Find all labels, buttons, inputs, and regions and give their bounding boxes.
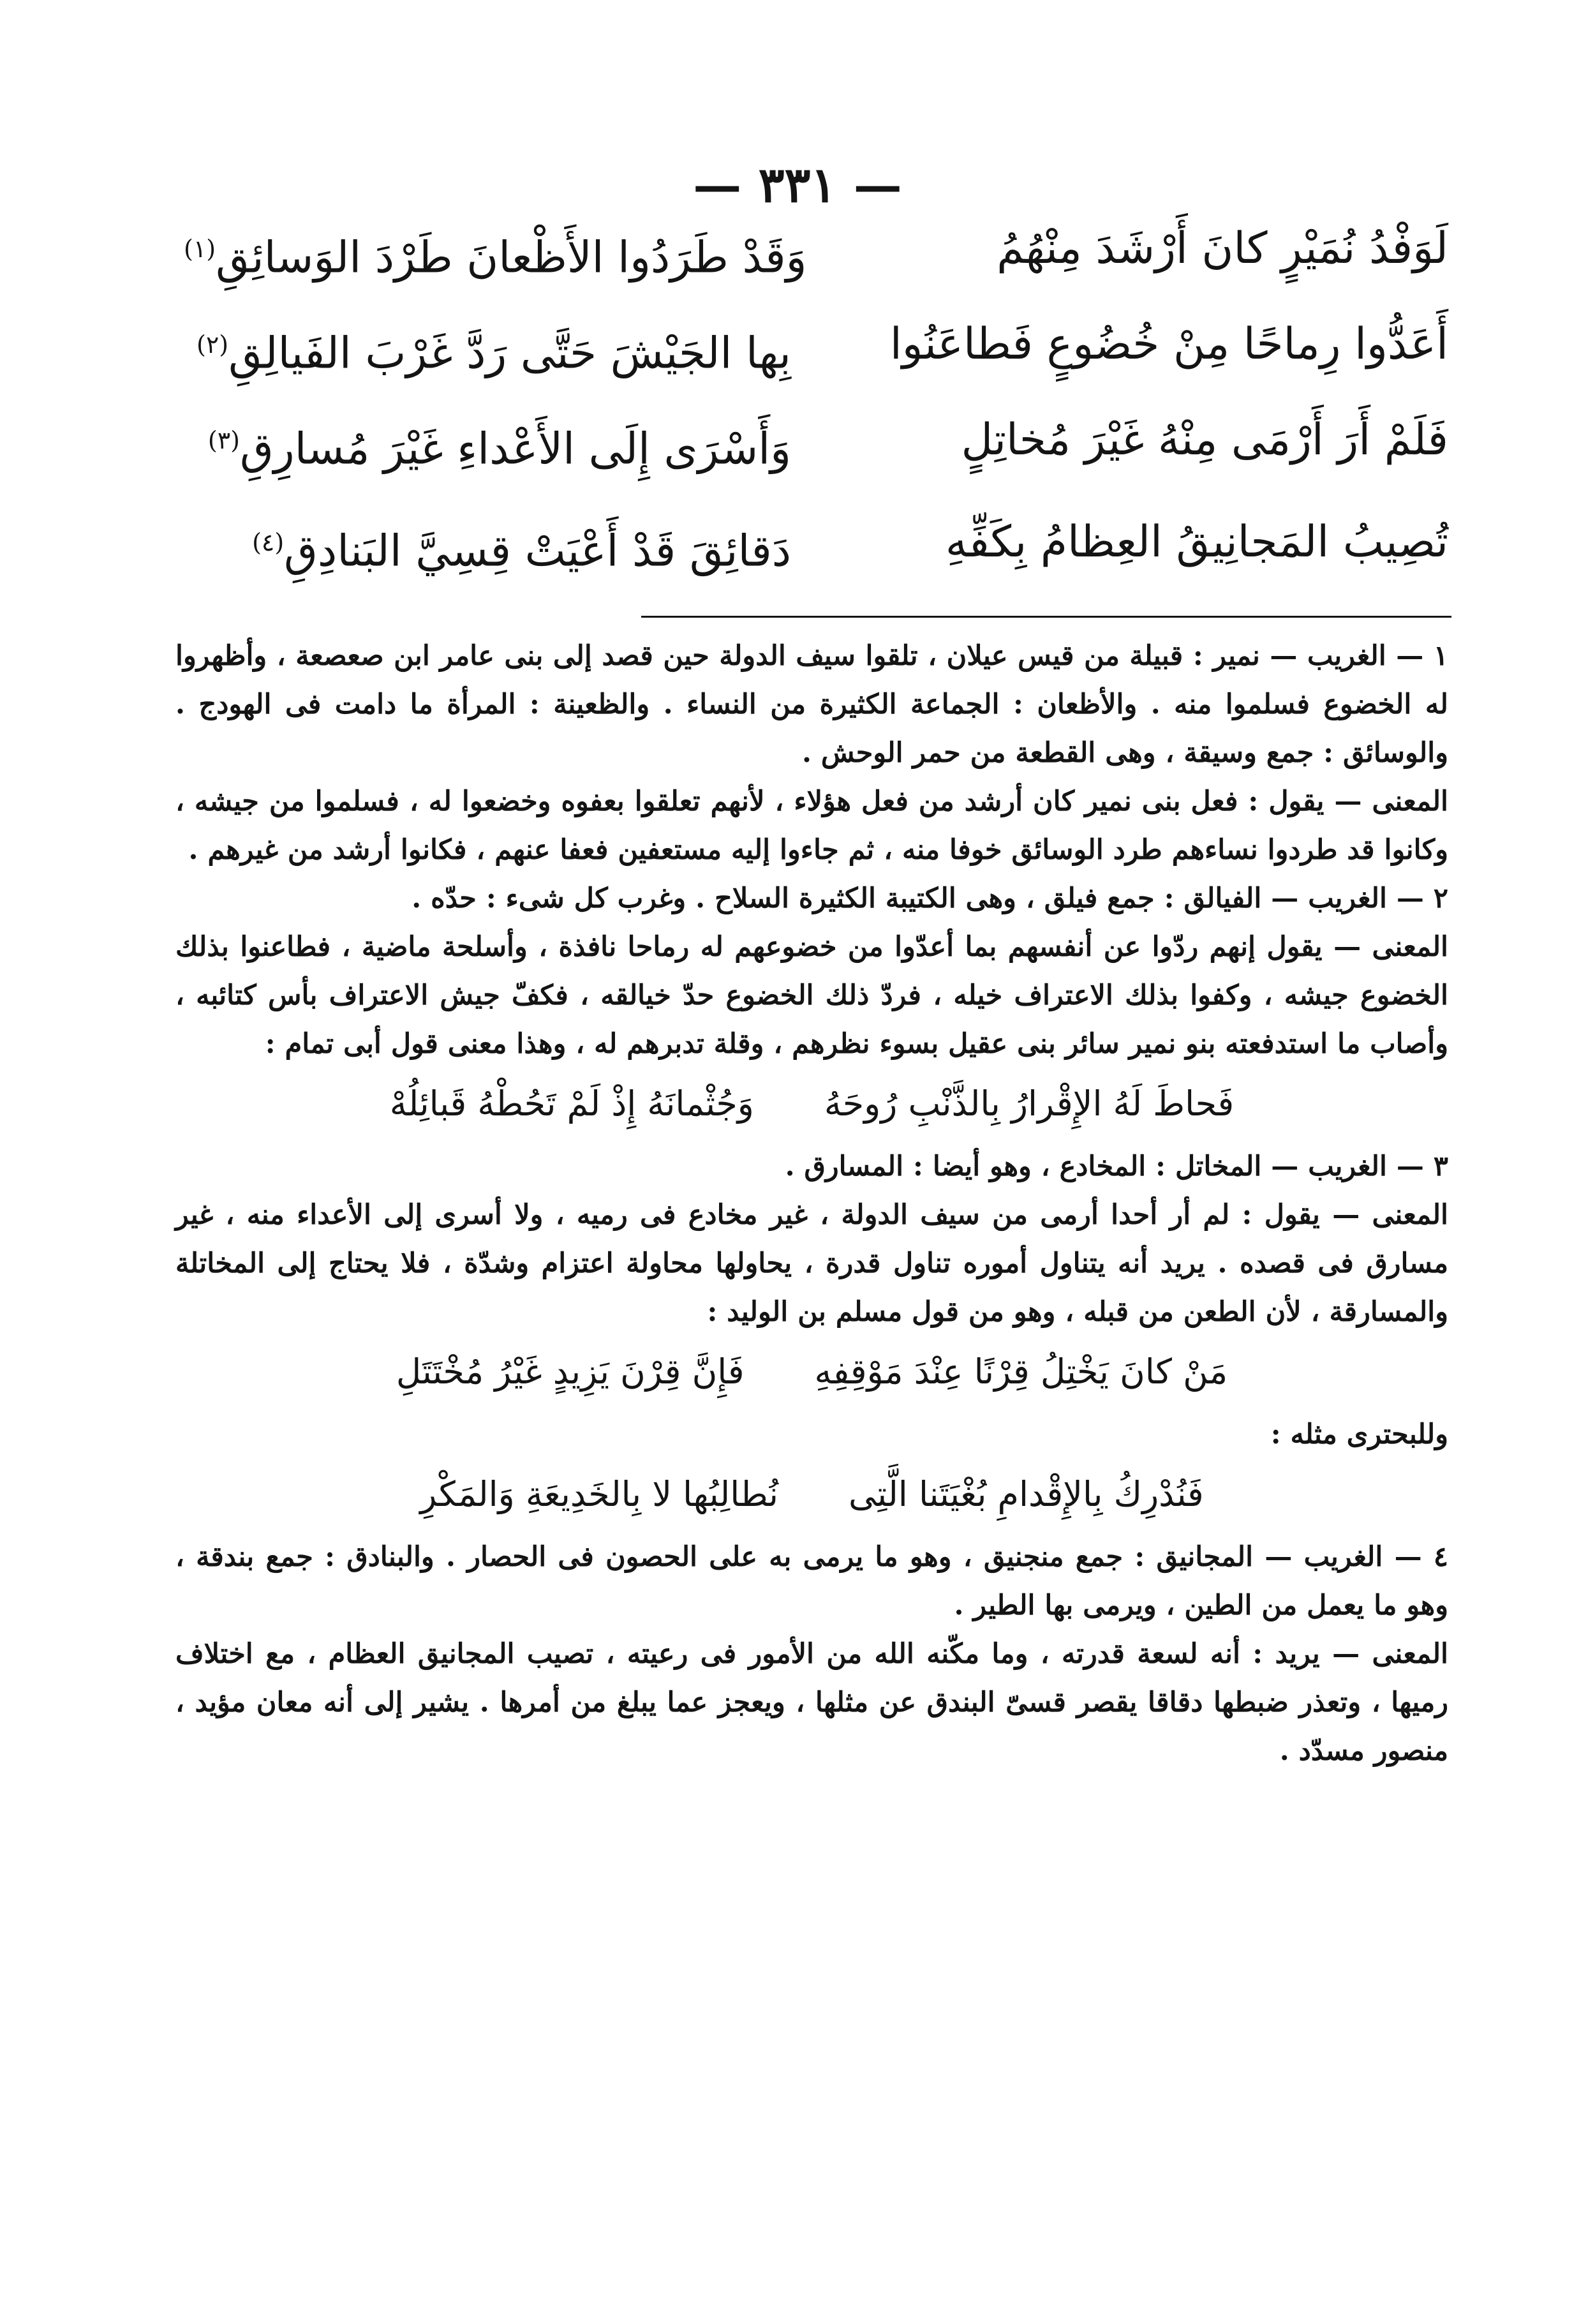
verse-3-second-hemistich [179, 402, 791, 488]
note-4-gloss: ٤ — الغريب — المجانيق : جمع منجنيق ، وهو ما يرمى به على الحصون فى الحصار . والبنادق : جمع بندقة ، وهو ما يعمل من الطين ، ويرمى بها الطير . [175, 1541, 1448, 1621]
quoted-verse-3-second: نُطالِبُها لا بِالخَدِيعَةِ وَالمَكْرِ [420, 1474, 779, 1514]
verse-2-second-text: بِها الجَيْشَ حَتَّى رَدَّ غَرْبَ الفَيالِقِ [228, 328, 791, 379]
note-2-meaning: المعنى — يقول إنهم ردّوا عن أنفسهم بما أعدّوا من خضوعهم له رماحا نافذة ، وأسلحة ماضية ، فطاعنوا بذلك الخضوع جيشه ، وكفوا بذلك الاعتراف خيله ، فردّ ذلك الخضوع حدّ خيالقه ، فكفّ جيش الاعتراف بأس كتائبه ، وأصاب ما استدفعته بنو نمير سائر بنى عقيل بسوء نظرهم ، وقلة تدبرهم له ، وهذا معنى قول أبى تمام : [175, 931, 1448, 1060]
verse-line-4 [179, 504, 1448, 581]
footnote-marker-3: (٣) [207, 426, 240, 454]
verse-4-second-text: دَقائِقَ قَدْ أَعْيَتْ قِسِيَّ البَنادِقِ [284, 526, 791, 577]
quoted-verse-muslim [175, 1345, 1448, 1399]
verse-line-3 [179, 402, 1448, 479]
footnote-marker-4: (٤) [252, 528, 285, 556]
note-4-meaning: المعنى — يريد : أنه لسعة قدرته ، وما مكّنه الله من الأمور فى رعيته ، تصيب المجانيق العظام ، مع اختلاف رميها ، وتعذر ضبطها دقاقا يقصر قسىّ البندق عن مثلها ، ويعجز عما يبلغ من أمرها . يشير إلى أنه معان مؤيد ، منصور مسدّد . [175, 1638, 1448, 1767]
quoted-verse-1-first: فَحاطَ لَهُ الإِقْرارُ بِالذَّنْبِ رُوحَهُ [824, 1084, 1235, 1124]
quoted-verse-buhturi [175, 1468, 1448, 1521]
verse-3-first-hemistich: فَلَمْ أَرَ أَرْمَى مِنْهُ غَيْرَ مُخاتِلٍ [961, 415, 1448, 465]
verse-1-first-hemistich: لَوَفْدُ نُمَيْرٍ كانَ أَرْشَدَ مِنْهُمُ [997, 223, 1448, 274]
note-3-meaning: المعنى — يقول : لم أر أحدا أرمى من سيف الدولة ، غير مخادع فى رميه ، ولا أسرى إلى الأعداء منه ، غير مسارق فى قصده . يريد أنه يتناول أموره تناول قدرة ، يحاولها محاولة اعتزام وشدّة ، فلا يحتاج إلى المخاتلة والمسارقة ، لأن الطعن من قبله ، وهو من قول مسلم بن الوليد : [175, 1199, 1448, 1328]
verse-4-second-hemistich [179, 504, 791, 590]
commentary-section [175, 632, 1448, 1775]
quoted-verse-1-second: وَجُثْمانَهُ إِذْ لَمْ تَحُطْهُ قَبائِلُهْ [389, 1084, 754, 1124]
note-2-gloss: ٢ — الغريب — الفيالق : جمع فيلق ، وهى الكتيبة الكثيرة السلاح . وغرب كل شىء : حدّه . [412, 883, 1448, 914]
verse-1-second-hemistich [179, 211, 807, 297]
quoted-verse-abu-tammam [175, 1077, 1448, 1131]
verse-2-second-hemistich [179, 306, 791, 392]
footnote-marker-2: (٢) [197, 331, 229, 359]
note-1-gloss: ١ — الغريب — نمير : قبيلة من قيس عيلان ، تلقوا سيف الدولة حين قصد إلى بنى عامر ابن صعصعة ، وأظهروا له الخضوع فسلموا منه . والأظعان : الجماعة الكثيرة من النساء . والظعينة : المرأة ما دامت فى الهودج . والوسائق : جمع وسيقة ، وهى القطعة من حمر الوحش . [175, 640, 1448, 769]
verse-3-second-text: وَأَسْرَى إِلَى الأَعْداءِ غَيْرَ مُسارِقِ [239, 424, 791, 475]
quoted-verse-2-first: مَنْ كانَ يَخْتِلُ قِرْنًا عِنْدَ مَوْقِفِهِ [814, 1352, 1228, 1392]
buhturi-intro: وللبحترى مثله : [1270, 1419, 1448, 1450]
page-number: — ٣٣١ — [693, 156, 902, 213]
quoted-verse-2-second: فَإِنَّ قِرْنَ يَزِيدٍ غَيْرُ مُخْتَتَلِ [396, 1352, 745, 1392]
verse-line-2 [179, 306, 1448, 383]
footnote-marker-1: (١) [184, 235, 216, 263]
note-3-gloss: ٣ — الغريب — المخاتل : المخادع ، وهو أيضا : المسارق . [785, 1151, 1448, 1182]
note-1-meaning: المعنى — يقول : فعل بنى نمير كان أرشد من فعل هؤلاء ، لأنهم تعلقوا بعفوه وخضعوا له ، فسلموا من جيشه ، وكانوا قد طردوا نساءهم طرد الوسائق خوفا منه ، ثم جاءوا إليه مستعفين فعفا عنهم ، فكانوا أرشد من غيرهم . [175, 786, 1448, 866]
verse-1-second-text: وَقَدْ طَرَدُوا الأَظْعانَ طَرْدَ الوَسائِقِ [216, 232, 807, 283]
verse-line-1 [179, 211, 1448, 287]
verse-4-first-hemistich: تُصِيبُ المَجانِيقُ العِظامُ بِكَفِّهِ [945, 517, 1448, 567]
footnote-separator [641, 616, 1451, 618]
quoted-verse-3-first: فَنُدْرِكُ بِالإِقْدامِ بُغْيَتَنا الَّتِى [849, 1474, 1204, 1514]
verse-2-first-hemistich: أَعَدُّوا رِماحًا مِنْ خُضُوعٍ فَطاعَنُوا [889, 319, 1448, 369]
